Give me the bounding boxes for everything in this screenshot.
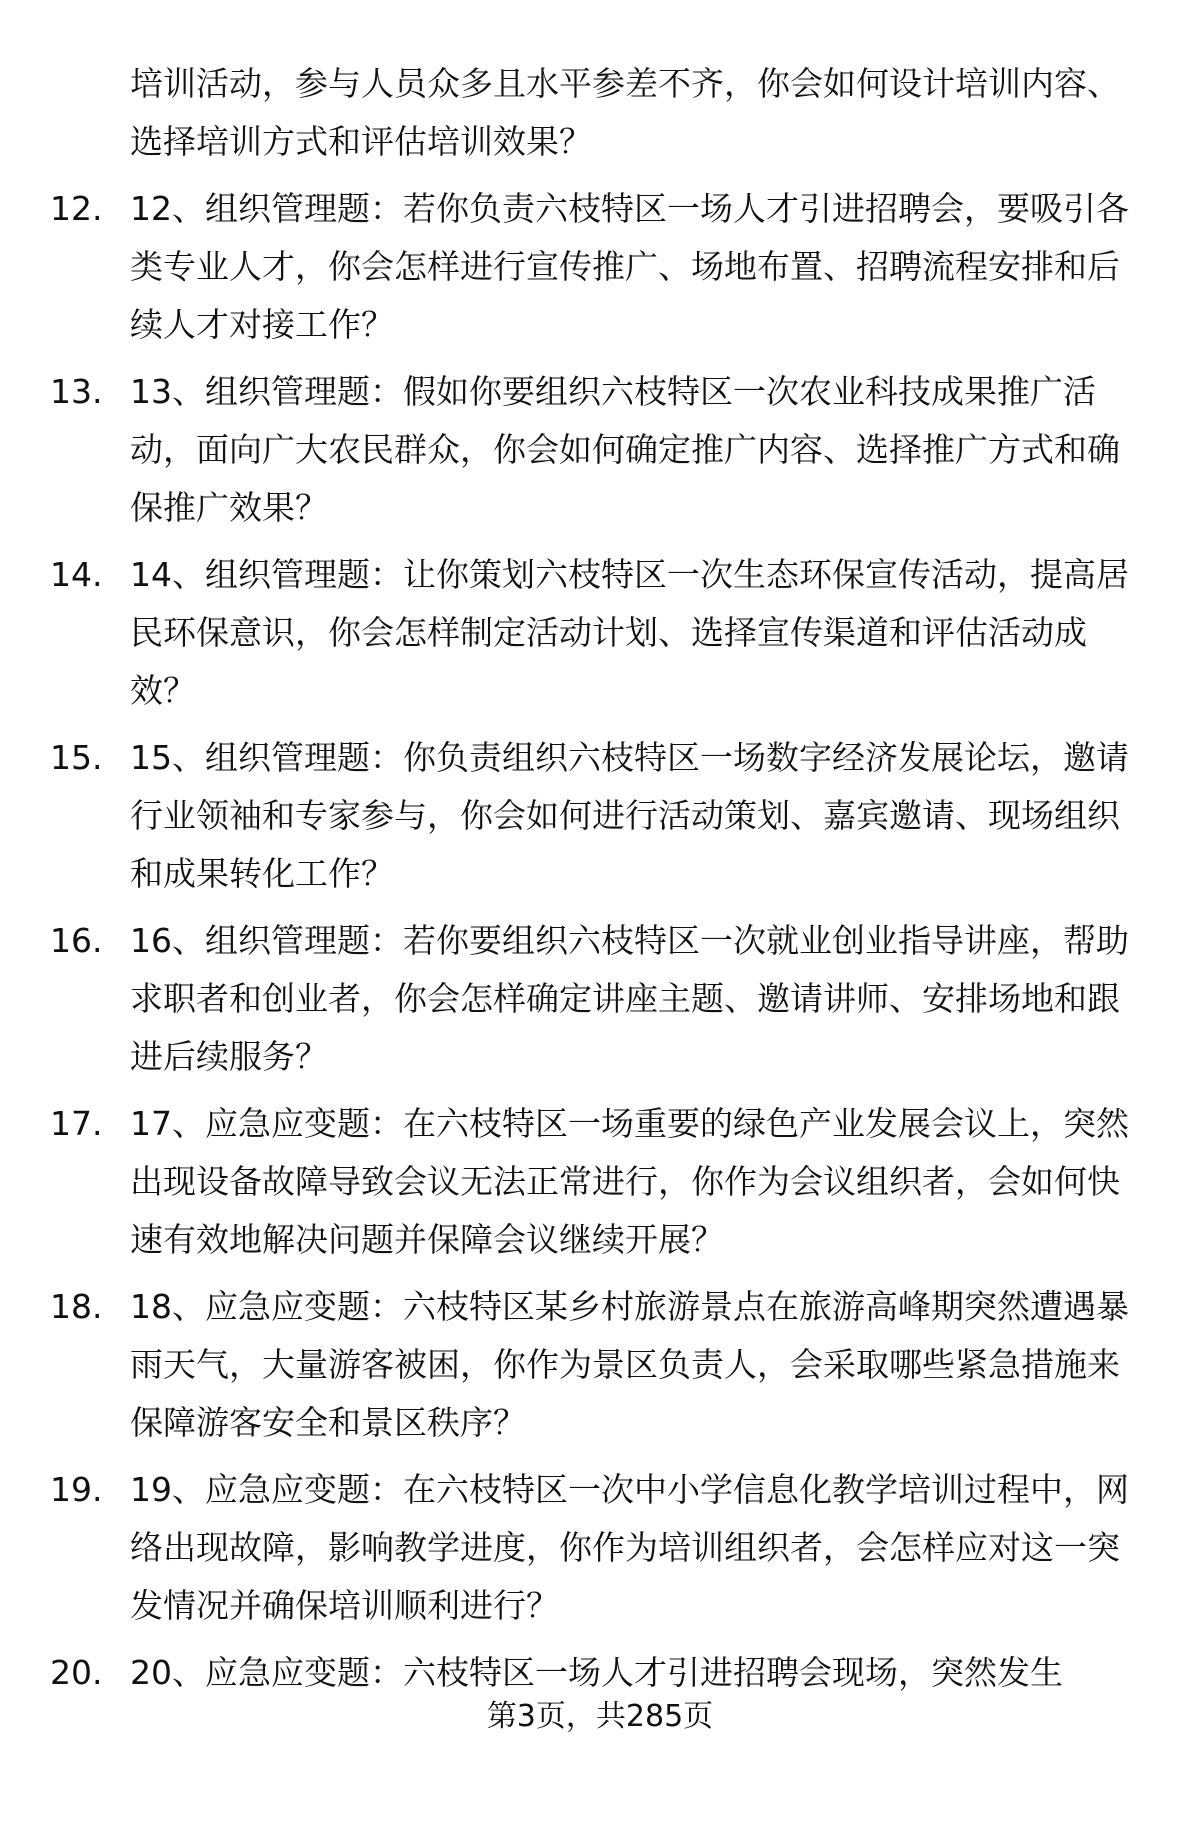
question-item (0, 729, 1200, 912)
question-number: 20. (50, 1653, 103, 1692)
question-number: 13. (50, 372, 103, 411)
question-number: 19. (50, 1470, 103, 1509)
continuation-text: 培训活动，参与人员众多且水平参差不齐，你会如何设计培训内容、选择培训方式和评估培训效果？ (130, 64, 1120, 161)
question-item (0, 546, 1200, 729)
question-item (0, 363, 1200, 546)
question-number: 14. (50, 555, 103, 594)
question-list (0, 180, 1200, 1827)
question-item (0, 1095, 1200, 1278)
question-number: 18. (50, 1287, 103, 1326)
question-item (0, 912, 1200, 1095)
question-number: 15. (50, 738, 103, 777)
question-text: 12、组织管理题：若你负责六枝特区一场人才引进招聘会，要吸引各类专业人才，你会怎样进行宣传推广、场地布置、招聘流程安排和后续人才对接工作？ (130, 189, 1129, 344)
page-number-footer: 第3页，共285页 (486, 1699, 714, 1734)
question-number: 17. (50, 1104, 103, 1143)
question-text: 18、应急应变题：六枝特区某乡村旅游景点在旅游高峰期突然遭遇暴雨天气，大量游客被困，你作为景区负责人，会采取哪些紧急措施来保障游客安全和景区秩序？ (130, 1287, 1129, 1442)
question-text: 19、应急应变题：在六枝特区一次中小学信息化教学培训过程中，网络出现故障，影响教学进度，你作为培训组织者，会怎样应对这一突发情况并确保培训顺利进行？ (130, 1470, 1129, 1625)
question-text: 13、组织管理题：假如你要组织六枝特区一次农业科技成果推广活动，面向广大农民群众，你会如何确定推广内容、选择推广方式和确保推广效果？ (130, 372, 1120, 527)
question-text: 14、组织管理题：让你策划六枝特区一次生态环保宣传活动，提高居民环保意识，你会怎样制定活动计划、选择宣传渠道和评估活动成效？ (130, 555, 1129, 710)
question-item (0, 1461, 1200, 1644)
question-item (0, 1278, 1200, 1461)
question-number: 12. (50, 189, 103, 228)
question-number: 16. (50, 921, 103, 960)
question-item (0, 180, 1200, 363)
question-text: 17、应急应变题：在六枝特区一场重要的绿色产业发展会议上，突然出现设备故障导致会议无法正常进行，你作为会议组织者，会如何快速有效地解决问题并保障会议继续开展？ (130, 1104, 1129, 1259)
question-text: 15、组织管理题：你负责组织六枝特区一场数字经济发展论坛，邀请行业领袖和专家参与，你会如何进行活动策划、嘉宾邀请、现场组织和成果转化工作？ (130, 738, 1129, 893)
question-text: 16、组织管理题：若你要组织六枝特区一次就业创业指导讲座，帮助求职者和创业者，你会怎样确定讲座主题、邀请讲师、安排场地和跟进后续服务？ (130, 921, 1129, 1076)
question-text: 20、应急应变题：六枝特区一场人才引进招聘会现场，突然发生 (130, 1653, 1063, 1692)
